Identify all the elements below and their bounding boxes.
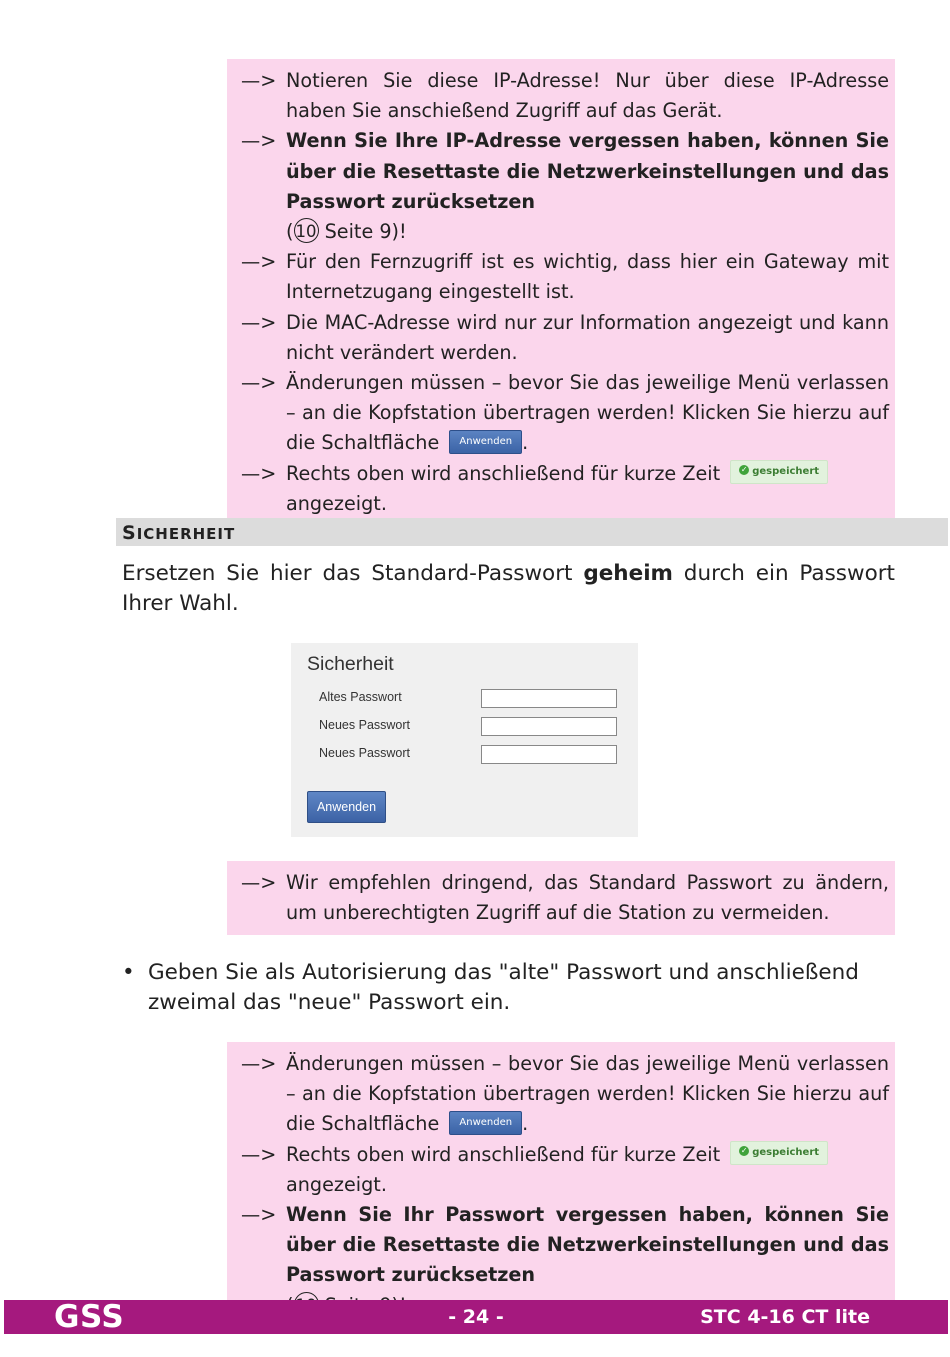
note-text: Für den Fernzugriff ist es wichtig, dass hier ein Gateway mit Internetzugang eingestellt ist.	[286, 250, 889, 304]
note-mac-address	[241, 308, 889, 368]
arrow-marker: —>	[241, 1142, 277, 1166]
page-footer	[4, 1300, 948, 1334]
saved-badge-image	[730, 460, 828, 484]
apply-button-image: Anwenden	[449, 430, 522, 454]
instruction-bullet	[122, 958, 895, 1018]
note-text	[286, 1049, 889, 1140]
note-box-bottom	[227, 1042, 895, 1328]
arrow-marker: —>	[241, 1203, 277, 1227]
arrow-marker: —>	[241, 250, 277, 274]
note-text: Notieren Sie diese IP-Adresse! Nur über diese IP-Adresse haben Sie anschießend Zugriff auf das Gerät.	[286, 69, 889, 123]
note-saved-indicator	[241, 459, 889, 519]
section-title	[122, 522, 235, 544]
section-title-rest: ICHERHEIT	[136, 525, 236, 543]
old-password-label: Altes Passwort	[319, 690, 402, 704]
saved-badge-label: gespeichert	[752, 1147, 820, 1159]
note-apply-changes	[241, 368, 889, 459]
note-saved-after: angezeigt.	[286, 1172, 387, 1196]
intro-text-before: Ersetzen Sie hier das Standard-Passwort	[122, 561, 584, 586]
new-password-repeat-input[interactable]	[481, 745, 617, 764]
saved-badge-label: gespeichert	[752, 466, 820, 478]
intro-text-bold: geheim	[583, 561, 673, 586]
saved-badge-image	[730, 1141, 828, 1165]
period: .	[522, 431, 529, 455]
note-apply-text: Änderungen müssen – bevor Sie das jeweilige Menü verlassen – an die Kopfstation übertragen werden! Klicken Sie hierzu auf die Schaltfläche	[286, 371, 889, 455]
new-password-label: Neues Passwort	[319, 718, 411, 732]
note-text: Wir empfehlen dringend, das Standard Passwort zu ändern, um unberechtigten Zugriff auf die Station zu vermeiden.	[286, 871, 889, 925]
arrow-marker: —>	[241, 371, 277, 395]
note-apply-changes	[241, 1049, 889, 1140]
note-apply-text: Änderungen müssen – bevor Sie das jeweilige Menü verlassen – an die Kopfstation übertragen werden! Klicken Sie hierzu auf die Schaltfläche	[286, 1052, 889, 1136]
arrow-marker: —>	[241, 461, 277, 485]
bullet-text: Geben Sie als Autorisierung das "alte" Passwort und anschließend zweimal das "neue" Passwort ein.	[148, 960, 859, 1015]
note-gateway	[241, 247, 889, 307]
ref-open: (	[286, 220, 294, 244]
apply-button[interactable]: Anwenden	[307, 791, 386, 823]
note-saved-indicator	[241, 1140, 889, 1200]
note-text	[286, 368, 889, 459]
new-password-input[interactable]	[481, 717, 617, 736]
note-box-top	[227, 59, 895, 526]
panel-title: Sicherheit	[307, 653, 394, 675]
note-text: Die MAC-Adresse wird nur zur Information angezeigt und kann nicht verändert werden.	[286, 310, 889, 364]
gss-logo: GSS	[54, 1299, 125, 1335]
note-text	[286, 126, 889, 247]
check-icon: ✓	[740, 1146, 748, 1156]
arrow-marker: —>	[241, 871, 277, 894]
note-bold-text: Wenn Sie Ihr Passwort vergessen haben, können Sie über die Resettaste die Netzwerkeinstellungen und das Passwort zurücksetzen	[286, 1203, 889, 1287]
intro-paragraph	[122, 559, 895, 619]
page-number: - 24 -	[448, 1306, 504, 1328]
note-saved-after: angezeigt.	[286, 491, 387, 515]
note-bold-text: Wenn Sie Ihre IP-Adresse vergessen haben, können Sie über die Resettaste die Netzwerkeinstellungen und das Passwort zurücksetzen	[286, 129, 889, 213]
arrow-marker: —>	[241, 129, 277, 153]
note-reset-ip	[241, 126, 889, 247]
section-title-initial: S	[122, 522, 137, 544]
note-text	[286, 1140, 889, 1200]
new-password-repeat-label: Neues Passwort	[319, 746, 411, 760]
note-saved-before: Rechts oben wird anschließend für kurze Zeit	[286, 461, 721, 485]
period: .	[522, 1112, 529, 1136]
note-saved-before: Rechts oben wird anschließend für kurze Zeit	[286, 1142, 721, 1166]
note-ip-address	[241, 66, 889, 126]
circled-number-icon: 10	[294, 218, 319, 243]
note-box-middle	[227, 861, 895, 935]
intro-text-after: durch ein Passwort Ihrer Wahl.	[122, 561, 895, 616]
arrow-marker: —>	[241, 69, 277, 92]
page-reference: Seite 9)!	[318, 220, 407, 244]
model-name: STC 4-16 CT lite	[700, 1306, 870, 1328]
section-header-bar	[116, 518, 948, 546]
check-icon: ✓	[740, 465, 748, 475]
arrow-marker: —>	[241, 310, 277, 334]
security-panel	[291, 643, 638, 837]
note-text	[286, 459, 889, 519]
old-password-input[interactable]	[481, 689, 617, 708]
arrow-marker: —>	[241, 1052, 277, 1075]
bullet-dot: •	[122, 960, 135, 985]
note-change-password	[241, 868, 889, 928]
apply-button-image: Anwenden	[449, 1111, 522, 1135]
